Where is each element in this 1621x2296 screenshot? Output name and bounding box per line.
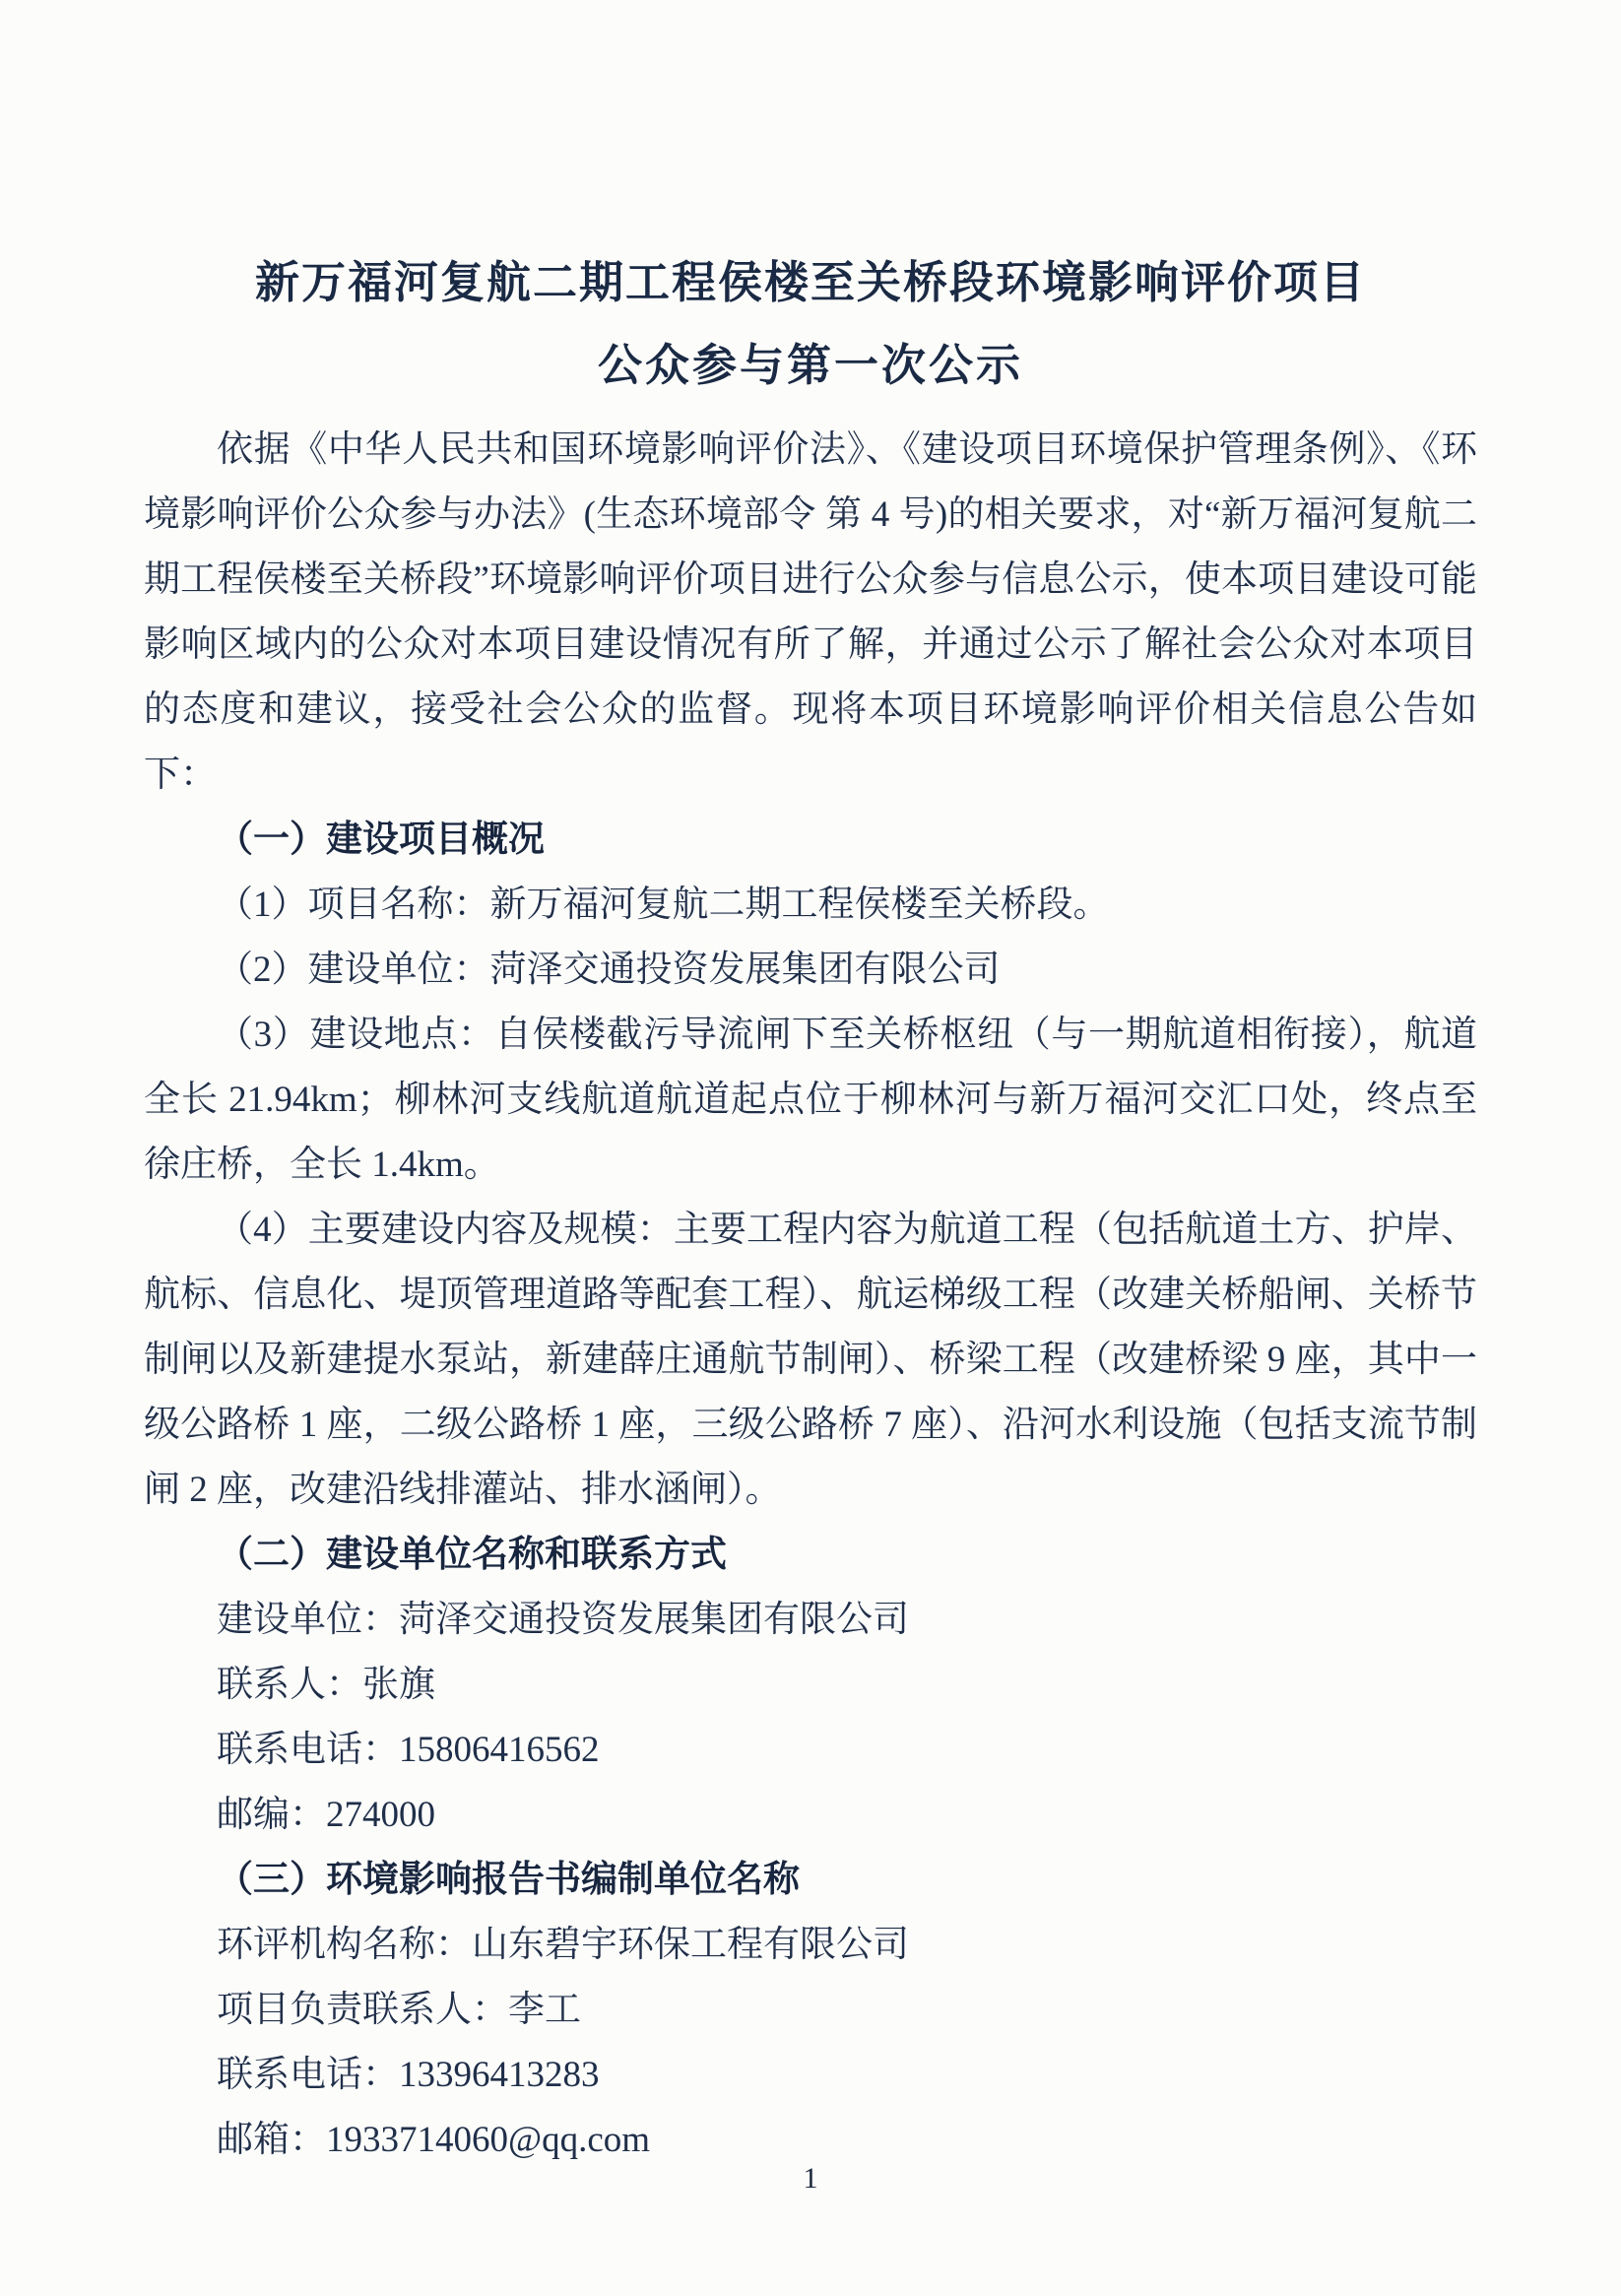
- document-header: [0, 254, 1621, 394]
- section-1-heading: （一）建设项目概况: [217, 820, 545, 860]
- section-3-item-contact-person: 项目负责联系人：李工: [217, 1990, 581, 2030]
- document-body: [144, 418, 1477, 2173]
- page-number: 1: [803, 2162, 818, 2195]
- section-1-item-construction-unit: （2）建设单位：菏泽交通投资发展集团有限公司: [217, 950, 1001, 990]
- section-2-heading: （二）建设单位名称和联系方式: [217, 1535, 727, 1575]
- section-1-item-location: （3）建设地点：自侯楼截污导流闸下至关桥枢纽（与一期航道相衔接），航道全长 21.94km；柳林河支线航道航道起点位于柳林河与新万福河交汇口处，终点至徐庄桥，全长 1.4km。: [144, 1015, 1477, 1185]
- section-3-heading: （三）环境影响报告书编制单位名称: [217, 1860, 800, 1900]
- intro-paragraph: 依据《中华人民共和国环境影响评价法》、《建设项目环境保护管理条例》、《环境影响评价公众参与办法》(生态环境部令 第 4 号)的相关要求，对“新万福河复航二期工程侯楼至关桥段”环境影响评价项目进行公众参与信息公示，使本项目建设可能影响区域内的公众对本项目建设情况有所了解，并通过公示了解社会公众对本项目的态度和建议，接受社会公众的监督。现将本项目环境影响评价相关信息公告如下：: [144, 429, 1477, 795]
- section-2-item-construction-unit: 建设单位：菏泽交通投资发展集团有限公司: [217, 1600, 909, 1640]
- section-2-item-postcode: 邮编：274000: [217, 1795, 435, 1835]
- section-3-item-email: 邮箱：1933714060@qq.com: [217, 2120, 651, 2160]
- section-2-item-contact-person: 联系人：张旗: [217, 1665, 435, 1705]
- section-3-item-agency-name: 环评机构名称：山东碧宇环保工程有限公司: [217, 1925, 909, 1965]
- document-title-line2: 公众参与第一次公示: [597, 341, 1023, 390]
- section-1-item-scope: （4）主要建设内容及规模：主要工程内容为航道工程（包括航道土方、护岸、航标、信息化、堤顶管理道路等配套工程）、航运梯级工程（改建关桥船闸、关桥节制闸以及新建提水泵站，新建薛庄通航节制闸）、桥梁工程（改建桥梁 9 座，其中一级公路桥 1 座，二级公路桥 1 座，三级公路桥 7 座）、沿河水利设施（包括支流节制闸 2 座，改建沿线排灌站、排水涵闸）。: [144, 1210, 1477, 1510]
- section-3-item-phone: 联系电话：13396413283: [217, 2055, 600, 2095]
- section-2-item-phone: 联系电话：15806416562: [217, 1730, 600, 1770]
- section-1-item-project-name: （1）项目名称：新万福河复航二期工程侯楼至关桥段。: [217, 885, 1110, 925]
- document-title-line1: 新万福河复航二期工程侯楼至关桥段环境影响评价项目: [254, 258, 1366, 307]
